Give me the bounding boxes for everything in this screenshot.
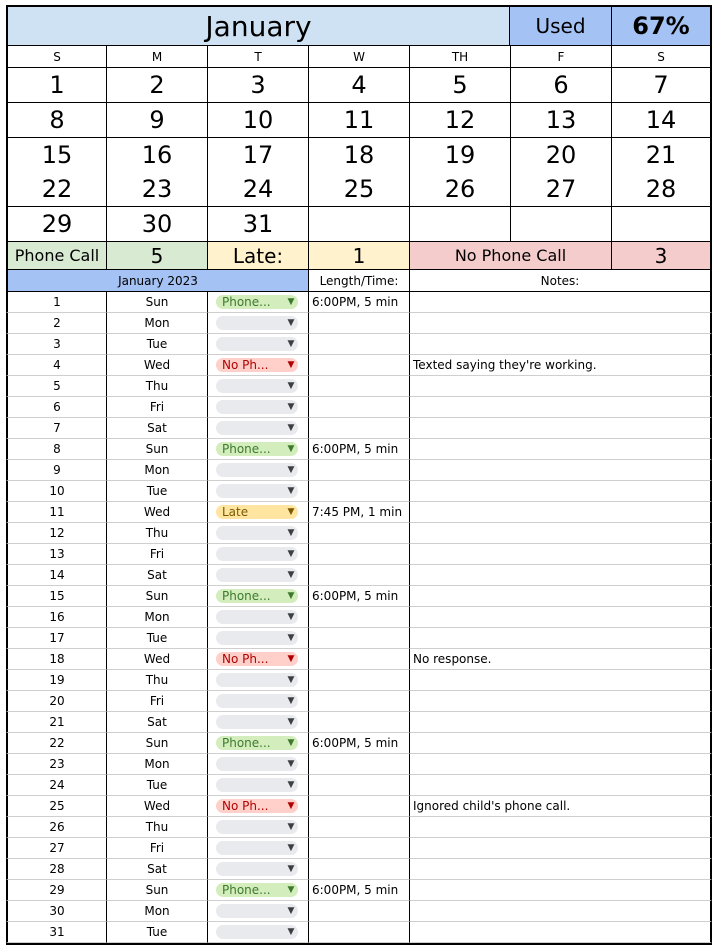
log-weekday-cell[interactable]: Fri [107,544,208,565]
log-length-time-cell[interactable] [309,397,410,418]
dropdown-arrow-icon[interactable]: ▼ [287,297,295,307]
dropdown-arrow-icon[interactable]: ▼ [287,591,295,601]
late-label[interactable]: Late: [208,242,309,270]
log-length-time-cell[interactable] [309,922,410,943]
log-date-cell[interactable]: 28 [6,859,107,880]
calendar-day[interactable] [612,207,712,242]
status-dropdown[interactable] [216,883,298,897]
calendar-day[interactable]: 24 [208,172,309,207]
status-dropdown[interactable] [216,442,298,456]
late-count[interactable]: 1 [309,242,410,270]
log-note-cell[interactable] [410,313,712,334]
log-note-cell[interactable] [410,691,712,712]
length-time-header[interactable]: Length/Time: [309,270,410,292]
calendar-day[interactable] [309,207,410,242]
calendar-day[interactable]: 25 [309,172,410,207]
log-length-time-cell[interactable]: 7:45 PM, 1 min [309,502,410,523]
log-note-cell[interactable] [410,544,712,565]
status-dropdown[interactable] [216,631,298,645]
log-date-cell[interactable]: 29 [6,880,107,901]
log-length-time-cell[interactable]: 6:00PM, 5 min [309,586,410,607]
log-note-cell[interactable]: Ignored child's phone call. [410,796,712,817]
log-date-cell[interactable]: 6 [6,397,107,418]
dropdown-arrow-icon[interactable]: ▼ [287,465,295,475]
status-dropdown[interactable] [216,841,298,855]
log-length-time-cell[interactable] [309,334,410,355]
dropdown-arrow-icon[interactable]: ▼ [287,402,295,412]
calendar-day[interactable]: 1 [6,68,107,103]
dropdown-arrow-icon[interactable]: ▼ [287,738,295,748]
weekday-header[interactable]: T [208,46,309,68]
log-weekday-cell[interactable]: Sat [107,859,208,880]
used-label[interactable]: Used [510,5,612,46]
calendar-day[interactable]: 30 [107,207,208,242]
log-weekday-cell[interactable]: Thu [107,376,208,397]
log-note-cell[interactable] [410,292,712,313]
status-dropdown[interactable] [216,547,298,561]
log-weekday-cell[interactable]: Sun [107,733,208,754]
dropdown-arrow-icon[interactable]: ▼ [287,927,295,937]
dropdown-arrow-icon[interactable]: ▼ [287,843,295,853]
calendar-day[interactable]: 16 [107,138,208,173]
log-note-cell[interactable] [410,733,712,754]
dropdown-arrow-icon[interactable]: ▼ [287,906,295,916]
status-dropdown-label: No Ph... [222,799,269,813]
log-note-cell[interactable] [410,838,712,859]
log-length-time-cell[interactable] [309,376,410,397]
calendar-day[interactable]: 5 [410,68,511,103]
log-length-time-cell[interactable] [309,817,410,838]
log-note-cell[interactable]: No response. [410,649,712,670]
log-date-cell[interactable]: 24 [6,775,107,796]
log-date-cell[interactable]: 13 [6,544,107,565]
log-date-cell[interactable]: 19 [6,670,107,691]
log-date-cell[interactable]: 16 [6,607,107,628]
log-weekday-cell[interactable]: Mon [107,754,208,775]
log-date-cell[interactable]: 23 [6,754,107,775]
dropdown-arrow-icon[interactable]: ▼ [287,822,295,832]
log-note-cell[interactable] [410,418,712,439]
log-weekday-cell[interactable]: Sat [107,565,208,586]
dropdown-arrow-icon[interactable]: ▼ [287,570,295,580]
log-weekday-cell[interactable]: Fri [107,691,208,712]
log-note-cell[interactable] [410,439,712,460]
notes-header[interactable]: Notes: [410,270,712,292]
dropdown-arrow-icon[interactable]: ▼ [287,381,295,391]
status-dropdown[interactable] [216,799,298,813]
log-length-time-cell[interactable] [309,670,410,691]
log-note-cell[interactable] [410,565,712,586]
status-dropdown[interactable] [216,379,298,393]
log-length-time-cell[interactable] [309,775,410,796]
dropdown-arrow-icon[interactable]: ▼ [287,780,295,790]
log-length-time-cell[interactable] [309,523,410,544]
calendar-day[interactable]: 4 [309,68,410,103]
calendar-day[interactable]: 2 [107,68,208,103]
status-dropdown[interactable] [216,337,298,351]
log-weekday-cell[interactable]: Tue [107,775,208,796]
dropdown-arrow-icon[interactable]: ▼ [287,360,295,370]
log-length-time-cell[interactable] [309,712,410,733]
status-dropdown[interactable] [216,358,298,372]
status-dropdown-label: No Ph... [222,358,269,372]
dropdown-arrow-icon[interactable]: ▼ [287,885,295,895]
log-note-cell[interactable]: Texted saying they're working. [410,355,712,376]
log-note-cell[interactable] [410,628,712,649]
dropdown-arrow-icon[interactable]: ▼ [287,507,295,517]
log-note-cell[interactable] [410,397,712,418]
calendar-day[interactable]: 23 [107,172,208,207]
log-date-cell[interactable]: 2 [6,313,107,334]
log-date-cell[interactable]: 9 [6,460,107,481]
weekday-header[interactable]: TH [410,46,511,68]
status-dropdown[interactable] [216,484,298,498]
calendar-day[interactable]: 15 [6,138,107,173]
log-note-cell[interactable] [410,523,712,544]
calendar-day[interactable]: 6 [511,68,612,103]
log-length-time-cell[interactable] [309,838,410,859]
sheet-bottom-border [6,943,712,945]
log-weekday-cell[interactable]: Sun [107,586,208,607]
log-date-cell[interactable]: 30 [6,901,107,922]
calendar-day[interactable]: 28 [612,172,712,207]
log-note-cell[interactable] [410,922,712,943]
calendar-day[interactable]: 21 [612,138,712,173]
dropdown-arrow-icon[interactable]: ▼ [287,696,295,706]
dropdown-arrow-icon[interactable]: ▼ [287,318,295,328]
calendar-day[interactable]: 27 [511,172,612,207]
weekday-header[interactable]: M [107,46,208,68]
status-dropdown[interactable] [216,463,298,477]
dropdown-arrow-icon[interactable]: ▼ [287,612,295,622]
log-length-time-cell[interactable]: 6:00PM, 5 min [309,733,410,754]
log-length-time-cell[interactable] [309,691,410,712]
dropdown-arrow-icon[interactable]: ▼ [287,633,295,643]
log-weekday-cell[interactable]: Sun [107,292,208,313]
log-weekday-cell[interactable]: Tue [107,481,208,502]
log-date-cell[interactable]: 21 [6,712,107,733]
log-date-cell[interactable]: 1 [6,292,107,313]
log-weekday-cell[interactable]: Sun [107,880,208,901]
log-length-time-cell[interactable] [309,544,410,565]
log-date-cell[interactable]: 31 [6,922,107,943]
dropdown-arrow-icon[interactable]: ▼ [287,654,295,664]
log-length-time-cell[interactable] [309,607,410,628]
log-date-cell[interactable]: 5 [6,376,107,397]
log-length-time-cell[interactable] [309,313,410,334]
status-dropdown[interactable] [216,652,298,666]
calendar-day[interactable]: 7 [612,68,712,103]
calendar-day[interactable]: 20 [511,138,612,173]
status-dropdown[interactable] [216,820,298,834]
status-dropdown[interactable] [216,862,298,876]
log-length-time-cell[interactable]: 6:00PM, 5 min [309,880,410,901]
dropdown-arrow-icon[interactable]: ▼ [287,339,295,349]
dropdown-arrow-icon[interactable]: ▼ [287,423,295,433]
calendar-day[interactable]: 14 [612,103,712,138]
log-length-time-cell[interactable]: 6:00PM, 5 min [309,292,410,313]
status-dropdown[interactable] [216,589,298,603]
log-date-cell[interactable]: 15 [6,586,107,607]
log-length-time-cell[interactable] [309,565,410,586]
log-weekday-cell[interactable]: Wed [107,355,208,376]
log-note-cell[interactable] [410,586,712,607]
dropdown-arrow-icon[interactable]: ▼ [287,864,295,874]
status-dropdown[interactable] [216,568,298,582]
log-date-cell[interactable]: 7 [6,418,107,439]
log-weekday-cell[interactable]: Mon [107,901,208,922]
log-date-cell[interactable]: 18 [6,649,107,670]
calendar-day[interactable]: 19 [410,138,511,173]
log-note-cell[interactable] [410,376,712,397]
log-date-cell[interactable]: 25 [6,796,107,817]
dropdown-arrow-icon[interactable]: ▼ [287,549,295,559]
log-length-time-cell[interactable] [309,481,410,502]
weekday-header[interactable]: S [6,46,107,68]
log-length-time-cell[interactable] [309,796,410,817]
log-note-cell[interactable] [410,775,712,796]
log-date-cell[interactable]: 22 [6,733,107,754]
log-weekday-cell[interactable]: Mon [107,460,208,481]
weekday-header[interactable]: S [612,46,712,68]
calendar-day[interactable]: 17 [208,138,309,173]
calendar-day[interactable]: 11 [309,103,410,138]
status-dropdown[interactable] [216,673,298,687]
calendar-day[interactable]: 3 [208,68,309,103]
log-date-cell[interactable]: 20 [6,691,107,712]
phone-call-label[interactable]: Phone Call [6,242,107,270]
log-weekday-cell[interactable]: Sat [107,418,208,439]
phone-call-count[interactable]: 5 [107,242,208,270]
log-date-cell[interactable]: 12 [6,523,107,544]
status-dropdown[interactable] [216,316,298,330]
log-note-cell[interactable] [410,712,712,733]
log-note-cell[interactable] [410,481,712,502]
status-dropdown[interactable] [216,904,298,918]
log-date-cell[interactable]: 3 [6,334,107,355]
log-note-cell[interactable] [410,460,712,481]
log-date-cell[interactable]: 10 [6,481,107,502]
log-note-cell[interactable] [410,334,712,355]
log-weekday-cell[interactable]: Thu [107,817,208,838]
status-dropdown[interactable] [216,778,298,792]
log-weekday-cell[interactable]: Fri [107,838,208,859]
status-dropdown[interactable] [216,400,298,414]
status-dropdown[interactable] [216,526,298,540]
status-dropdown[interactable] [216,505,298,519]
log-date-cell[interactable]: 14 [6,565,107,586]
status-dropdown-label: Phone... [222,295,271,309]
status-dropdown[interactable] [216,757,298,771]
log-note-cell[interactable] [410,754,712,775]
weekday-header[interactable]: F [511,46,612,68]
log-length-time-cell[interactable] [309,754,410,775]
calendar-day[interactable]: 18 [309,138,410,173]
log-date-cell[interactable]: 26 [6,817,107,838]
calendar-day[interactable] [511,207,612,242]
log-date-cell[interactable]: 4 [6,355,107,376]
log-weekday-cell[interactable]: Mon [107,607,208,628]
status-dropdown[interactable] [216,715,298,729]
calendar-day[interactable]: 26 [410,172,511,207]
log-weekday-cell[interactable]: Mon [107,313,208,334]
status-dropdown[interactable] [216,610,298,624]
dropdown-arrow-icon[interactable]: ▼ [287,444,295,454]
log-weekday-cell[interactable]: Thu [107,523,208,544]
log-date-cell[interactable]: 27 [6,838,107,859]
log-length-time-cell[interactable] [309,418,410,439]
calendar-day[interactable]: 13 [511,103,612,138]
dropdown-arrow-icon[interactable]: ▼ [287,486,295,496]
log-weekday-cell[interactable]: Wed [107,796,208,817]
calendar-day[interactable]: 29 [6,207,107,242]
log-date-cell[interactable]: 8 [6,439,107,460]
log-weekday-cell[interactable]: Sun [107,439,208,460]
status-dropdown[interactable] [216,694,298,708]
status-dropdown-label: Late [222,505,249,519]
no-phone-call-count[interactable]: 3 [612,242,712,270]
calendar-day[interactable]: 31 [208,207,309,242]
log-date-cell[interactable]: 11 [6,502,107,523]
calendar-day[interactable] [410,207,511,242]
log-weekday-cell[interactable]: Tue [107,922,208,943]
log-length-time-cell[interactable]: 6:00PM, 5 min [309,439,410,460]
log-note-cell[interactable] [410,859,712,880]
status-dropdown-label: Phone... [222,736,271,750]
log-note-cell[interactable] [410,670,712,691]
log-date-cell[interactable]: 17 [6,628,107,649]
log-note-cell[interactable] [410,880,712,901]
log-weekday-cell[interactable]: Wed [107,649,208,670]
status-dropdown-label: Phone... [222,589,271,603]
status-dropdown-label: Phone... [222,883,271,897]
log-length-time-cell[interactable] [309,859,410,880]
log-note-cell[interactable] [410,502,712,523]
dropdown-arrow-icon[interactable]: ▼ [287,675,295,685]
log-weekday-cell[interactable]: Sat [107,712,208,733]
month-title[interactable]: January [6,5,510,46]
used-value[interactable]: 67% [612,5,712,46]
calendar-day[interactable]: 10 [208,103,309,138]
log-note-cell[interactable] [410,607,712,628]
log-weekday-cell[interactable]: Tue [107,628,208,649]
dropdown-arrow-icon[interactable]: ▼ [287,759,295,769]
log-note-cell[interactable] [410,901,712,922]
status-dropdown[interactable] [216,736,298,750]
log-length-time-cell[interactable] [309,901,410,922]
calendar-day[interactable]: 22 [6,172,107,207]
dropdown-arrow-icon[interactable]: ▼ [287,801,295,811]
status-dropdown[interactable] [216,421,298,435]
log-weekday-cell[interactable]: Thu [107,670,208,691]
log-length-time-cell[interactable] [309,628,410,649]
dropdown-arrow-icon[interactable]: ▼ [287,717,295,727]
log-weekday-cell[interactable]: Fri [107,397,208,418]
log-weekday-cell[interactable]: Wed [107,502,208,523]
log-length-time-cell[interactable] [309,649,410,670]
calendar-day[interactable]: 12 [410,103,511,138]
no-phone-call-label[interactable]: No Phone Call [410,242,612,270]
log-weekday-cell[interactable]: Tue [107,334,208,355]
weekday-header[interactable]: W [309,46,410,68]
status-dropdown[interactable] [216,925,298,939]
calendar-day[interactable]: 8 [6,103,107,138]
log-length-time-cell[interactable] [309,355,410,376]
status-dropdown-label: No Ph... [222,652,269,666]
status-dropdown[interactable] [216,295,298,309]
log-note-cell[interactable] [410,817,712,838]
log-period-header[interactable]: January 2023 [6,270,309,292]
status-dropdown-label: Phone... [222,442,271,456]
log-length-time-cell[interactable] [309,460,410,481]
dropdown-arrow-icon[interactable]: ▼ [287,528,295,538]
calendar-day[interactable]: 9 [107,103,208,138]
